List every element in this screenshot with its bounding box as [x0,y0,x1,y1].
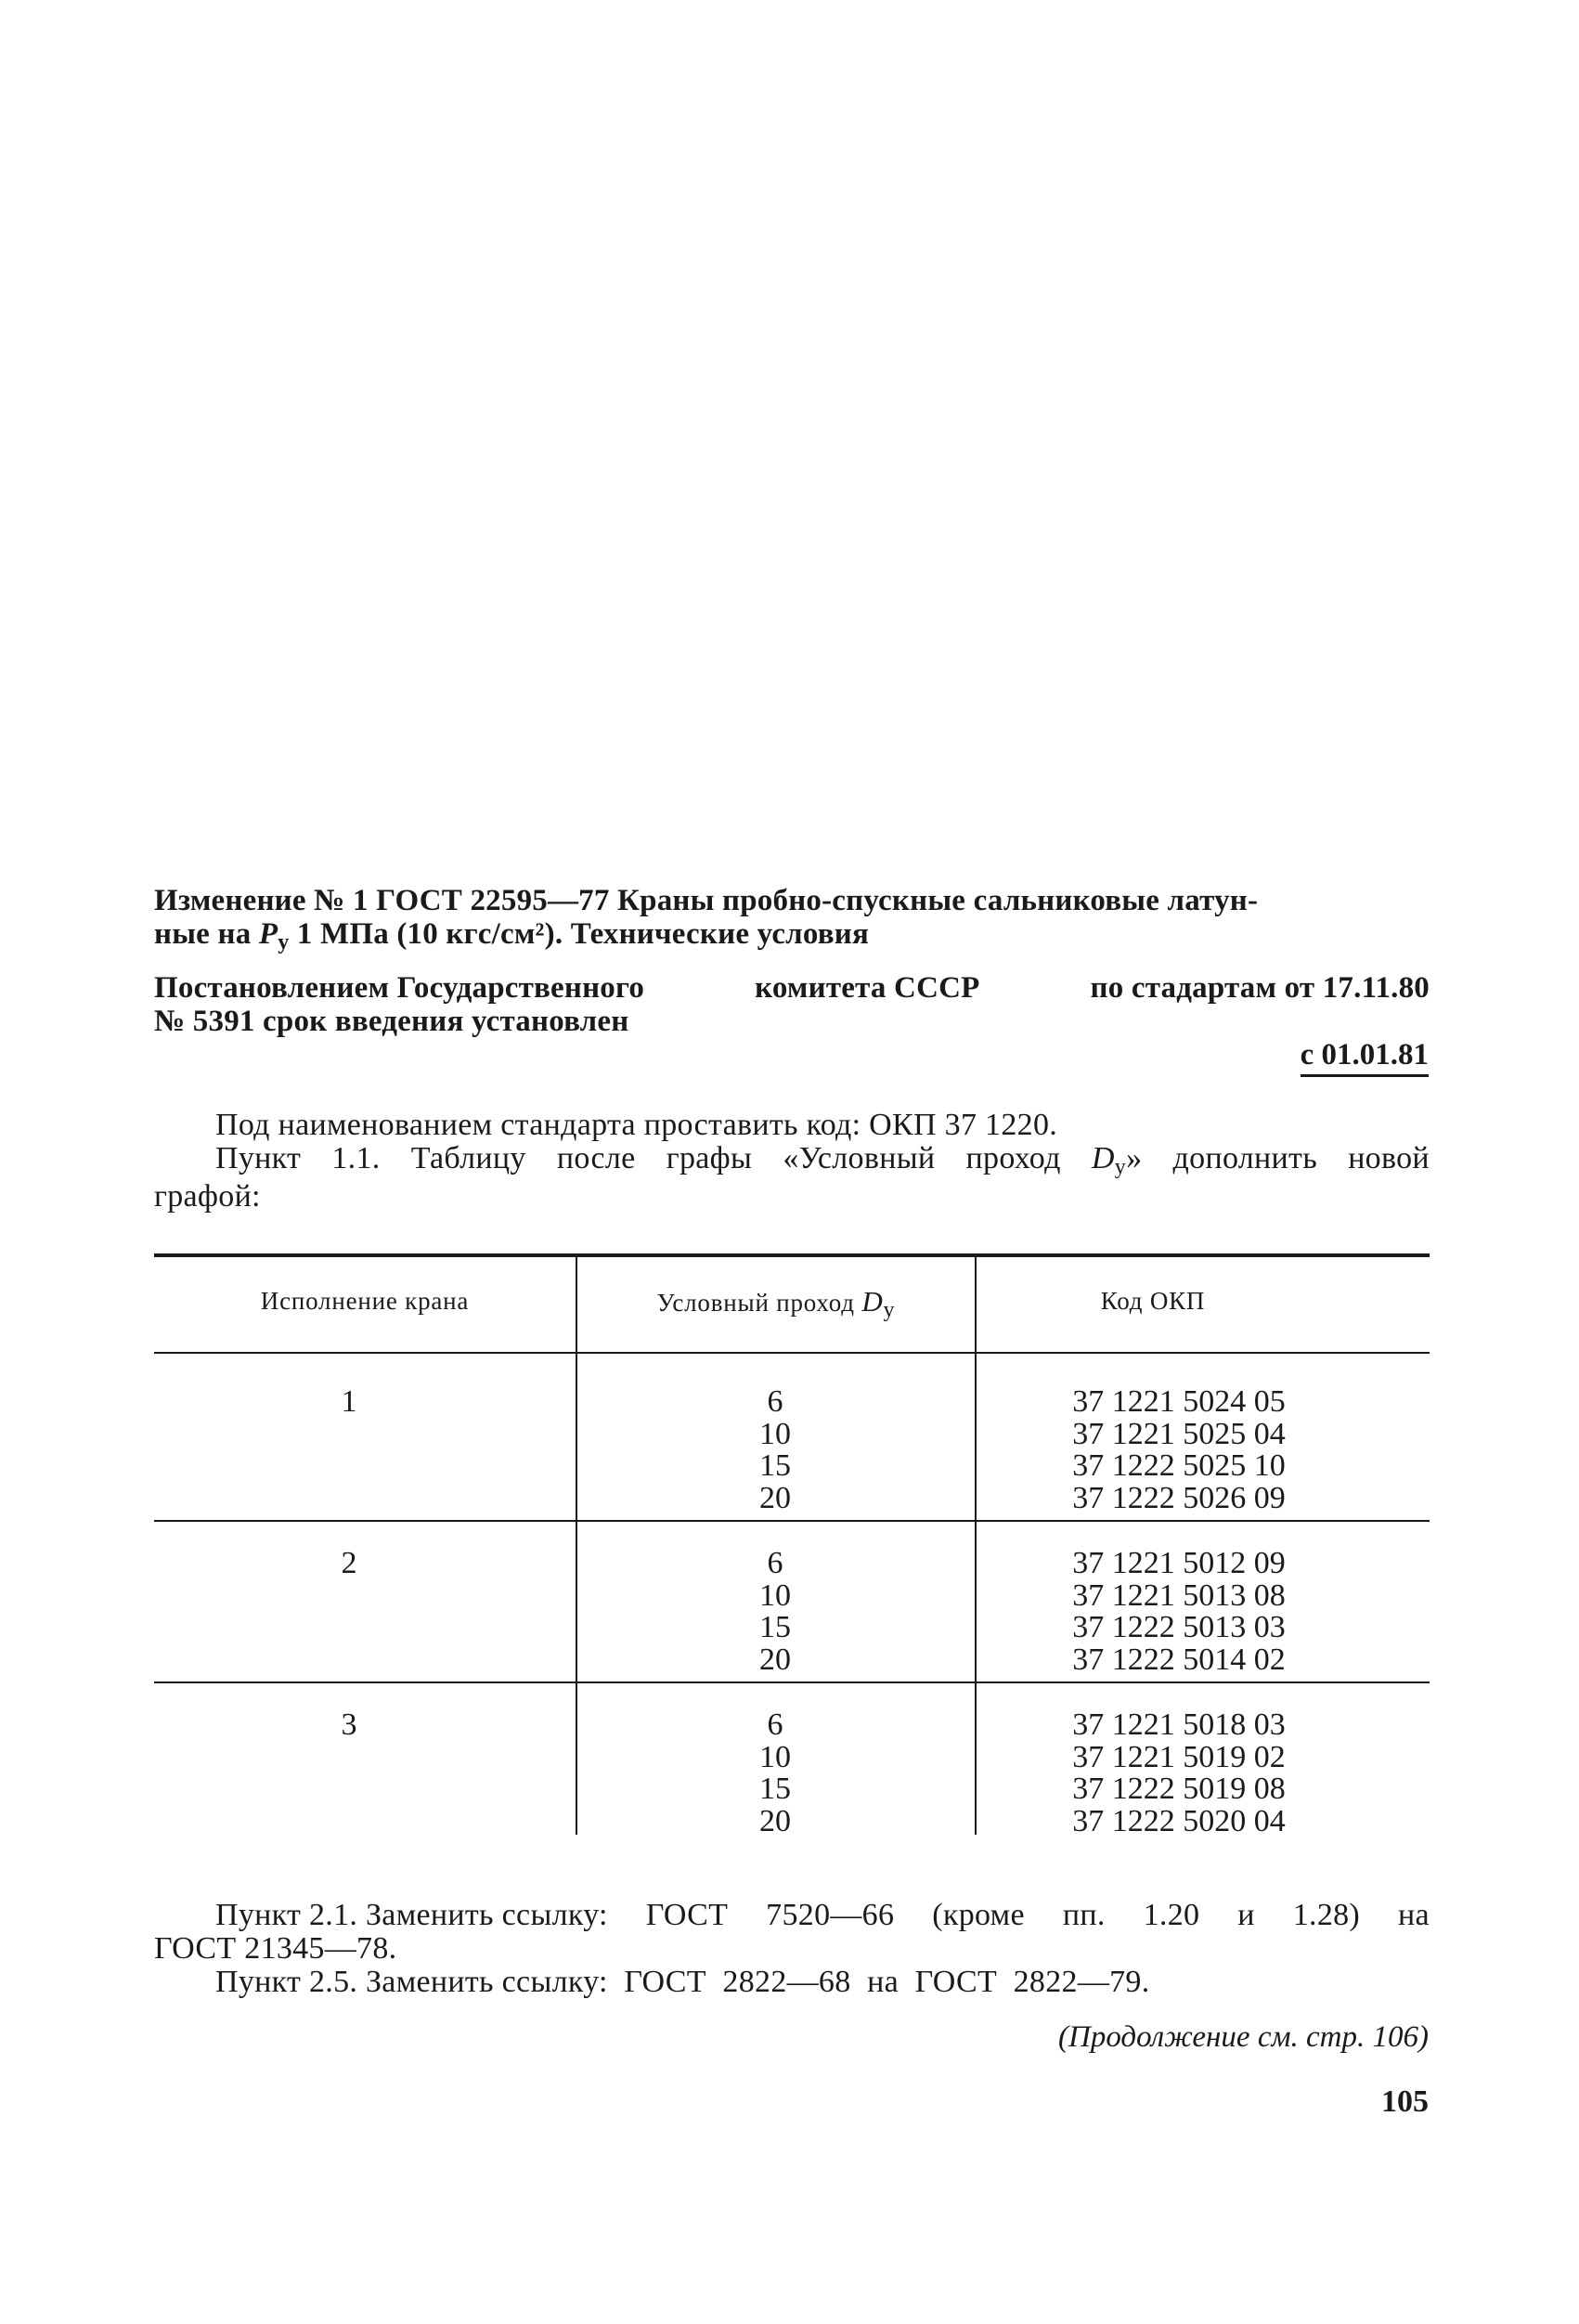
p2-word-4: после [556,1141,636,1175]
p2-word-9: дополнить [1172,1141,1318,1175]
table-group-rule-1 [154,1520,1430,1522]
column-header-okp-code: Код ОКП [1100,1287,1206,1315]
clause-1-1-paragraph [215,1141,1430,1180]
heading-line-3-part-3: по стадартам от 17.11.80 [1090,971,1430,1005]
clause-2-5-paragraph: Пункт 2.5. Заменить ссылку: ГОСТ 2822—68 на ГОСТ 2822—79. [215,1965,1150,1999]
table-col-divider-2 [975,1257,977,1835]
table-group-rule-2 [154,1681,1430,1683]
size-value: 20 [759,1642,791,1677]
okp-code-value: 37 1222 5019 08 [1072,1772,1286,1806]
p2-d-symbol: D [1091,1141,1115,1175]
p2-word-5: графы [666,1141,753,1175]
size-value: 20 [759,1803,791,1838]
column-header-variant: Исполнение крана [260,1287,470,1315]
table-row-variant-1: 1 [341,1384,357,1419]
okp-code-paragraph: Под наименованием стандарта проставить код: ОКП 37 1220. [215,1108,1058,1142]
okp-code-value: 37 1222 5026 09 [1072,1480,1286,1515]
size-value: 20 [759,1480,791,1515]
f1-part-1: Пункт 2.1. Заменить ссылку: [215,1898,608,1932]
size-value: 6 [767,1546,783,1580]
okp-code-value: 37 1221 5013 08 [1072,1577,1286,1613]
p2-word-1: Пункт [215,1141,302,1175]
heading-line-4: № 5391 срок введения установлен [154,1005,629,1038]
size-value: 10 [759,1739,791,1774]
pressure-subscript: у [278,930,290,954]
table-col-divider-1 [576,1257,577,1835]
table-sizes-variant-1 [650,1386,900,1514]
column-header-d-subscript: у [883,1298,896,1322]
okp-code-value: 37 1221 5019 02 [1072,1739,1286,1774]
p2-dy-group [1092,1141,1142,1180]
okp-code-value: 37 1222 5013 03 [1072,1610,1286,1644]
clause-2-1-continuation: ГОСТ 21345—78. [154,1931,397,1966]
table-codes-variant-3 [993,1709,1365,1837]
clause-2-1-paragraph [215,1898,1430,1933]
table-top-rule [154,1253,1430,1257]
f1-part-4: (кроме [932,1898,1025,1932]
f1-part-8: 1.28) [1292,1898,1361,1932]
table-codes-variant-2 [993,1548,1365,1676]
okp-code-value: 37 1222 5020 04 [1072,1803,1286,1838]
heading-line-3 [154,971,1430,1006]
page-number: 105 [1381,2084,1429,2119]
heading-line-2 [154,917,869,955]
column-header-d-symbol: D [861,1285,884,1318]
column-header-nominal-bore-label: Условный проход [656,1289,862,1317]
okp-code-value: 37 1221 5024 05 [1072,1384,1286,1419]
p2-word-10: новой [1348,1141,1430,1175]
heading-line-2-pre: ные на [154,917,259,951]
pressure-symbol: P [258,917,278,951]
okp-code-value: 37 1221 5012 09 [1072,1546,1286,1580]
table-row-variant-3: 3 [341,1707,357,1742]
f1-part-3: 7520—66 [766,1898,895,1932]
size-value: 15 [759,1610,791,1644]
effective-date: с 01.01.81 [1301,1038,1429,1077]
continuation-note: (Продолжение см. стр. 106) [1058,2020,1429,2054]
p2-word-6: «Условный [783,1141,936,1175]
heading-line-1: Изменение № 1 ГОСТ 22595—77 Краны пробно-спускные сальниковые латун- [154,884,1259,917]
p2-d-subscript: у [1114,1155,1127,1179]
p2-word-2: 1.1. [331,1141,381,1175]
p2-close-quote: » [1126,1141,1143,1175]
table-codes-variant-1 [993,1386,1365,1514]
heading-line-3-part-2: комитета СССР [755,971,980,1005]
heading-line-3-part-1: Постановлением Государственного [154,971,645,1005]
okp-code-value: 37 1222 5025 10 [1072,1448,1286,1483]
f1-part-5: пп. [1062,1898,1106,1932]
column-header-nominal-bore [577,1285,975,1323]
table-sizes-variant-3 [650,1709,900,1837]
okp-code-value: 37 1221 5025 04 [1072,1416,1286,1451]
size-value: 10 [759,1577,791,1613]
table-row-variant-2: 2 [341,1546,357,1580]
heading-line-2-post: 1 МПа (10 кгс/см²). Технические условия [289,917,870,951]
p2-word-3: Таблицу [410,1141,526,1175]
size-value: 15 [759,1772,791,1806]
f1-part-6: 1.20 [1143,1898,1200,1932]
f1-part-2: ГОСТ [645,1898,729,1932]
table-header-rule [154,1352,1430,1354]
okp-code-value: 37 1221 5018 03 [1072,1707,1286,1742]
size-value: 6 [767,1707,783,1742]
clause-1-1-continuation: графой: [154,1179,261,1214]
p2-word-7: проход [965,1141,1061,1175]
size-value: 10 [759,1416,791,1451]
table-sizes-variant-2 [650,1548,900,1676]
size-value: 15 [759,1448,791,1483]
size-value: 6 [767,1384,783,1419]
f1-part-9: на [1398,1898,1430,1932]
f1-part-7: и [1237,1898,1255,1932]
okp-code-value: 37 1222 5014 02 [1072,1642,1286,1677]
